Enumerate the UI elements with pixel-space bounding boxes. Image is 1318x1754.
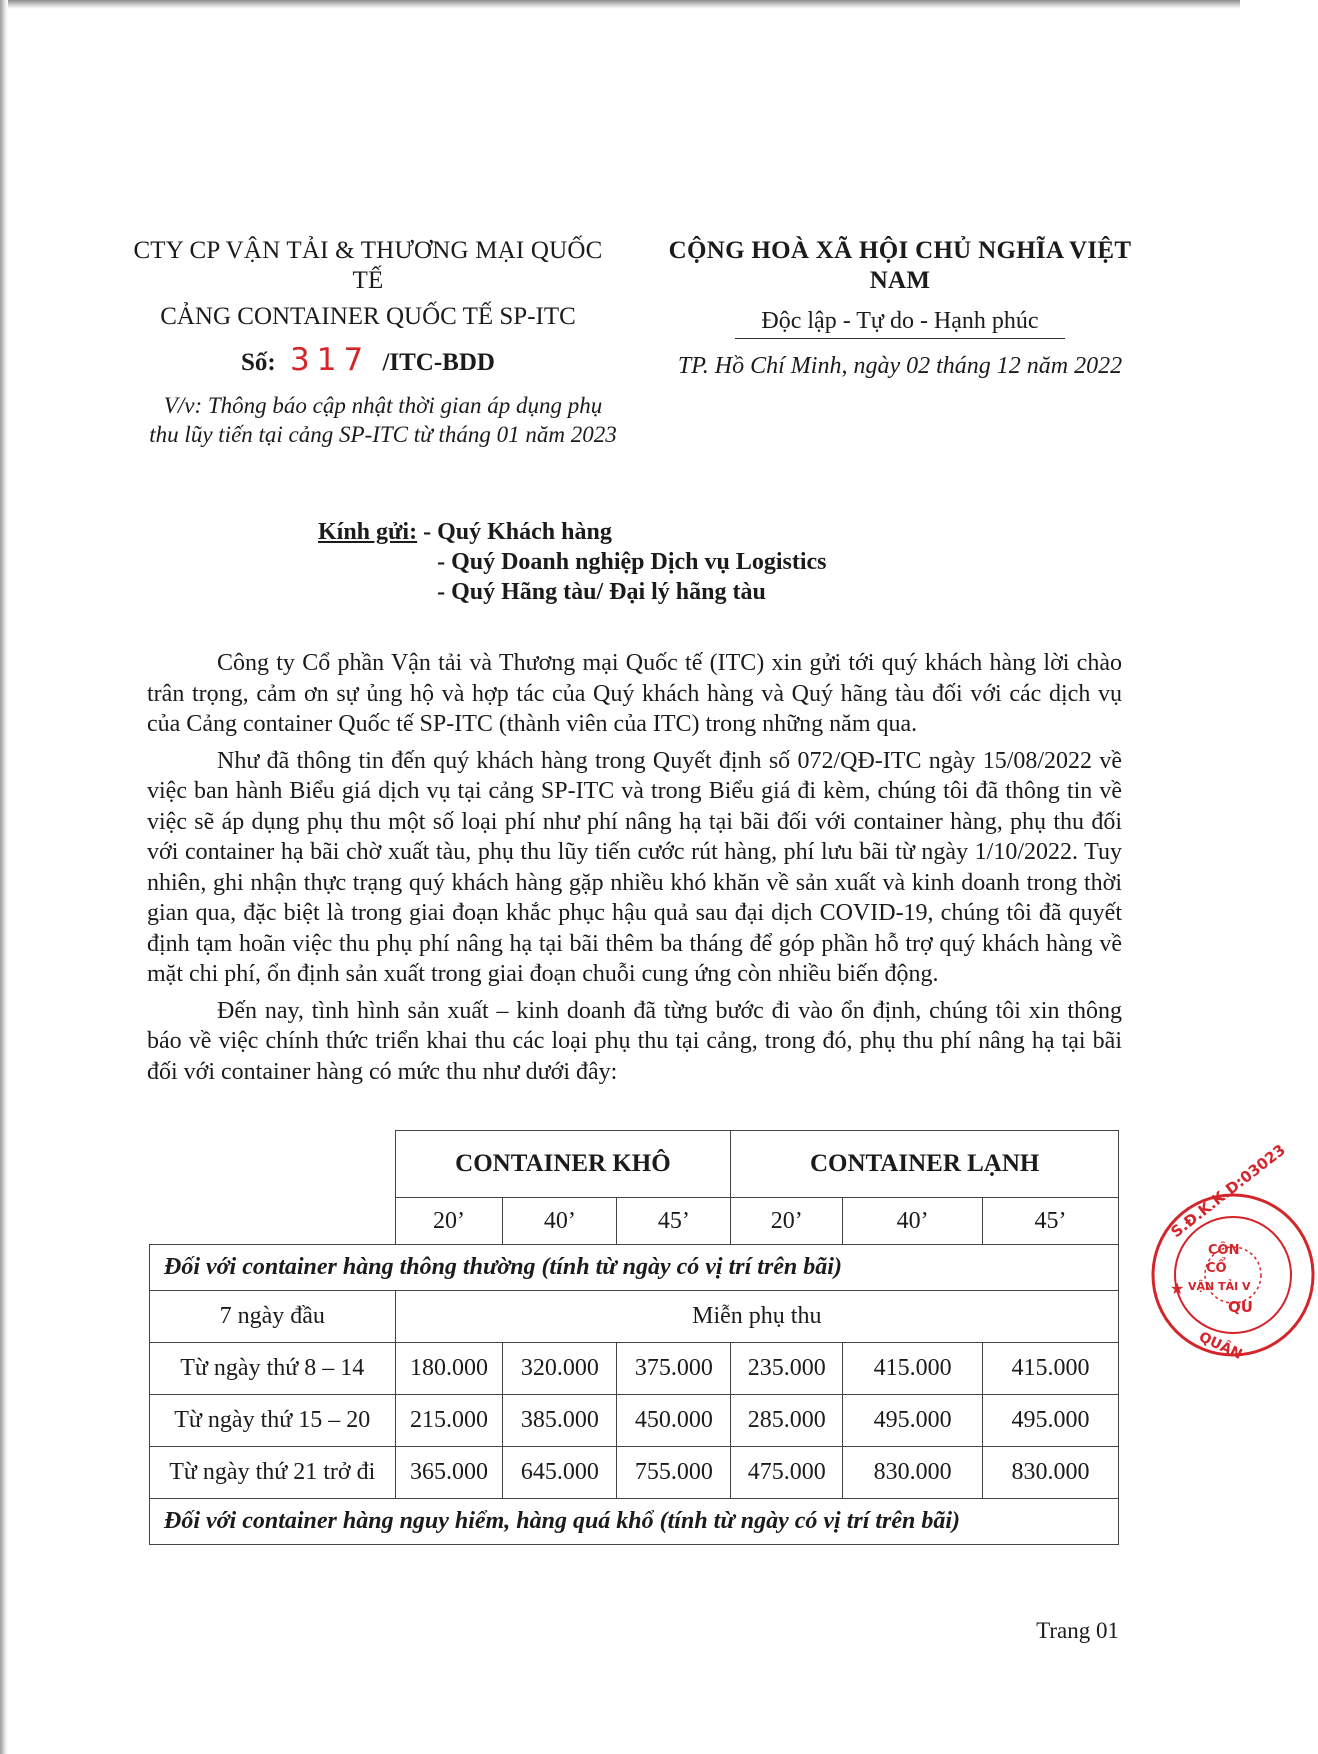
row-label: Từ ngày thứ 21 trở đi: [150, 1447, 396, 1499]
fee-cell: 180.000: [395, 1343, 503, 1395]
fee-cell: 215.000: [395, 1395, 503, 1447]
fee-cell: 495.000: [983, 1395, 1119, 1447]
fee-cell: 830.000: [843, 1447, 983, 1499]
svg-text:QUẬN: QUẬN: [1196, 1329, 1245, 1363]
page-number: Trang 01: [1036, 1618, 1119, 1643]
fee-cell: 385.000: [503, 1395, 617, 1447]
fee-cell: 495.000: [843, 1395, 983, 1447]
surcharge-table: [149, 1130, 1119, 1545]
scan-edge-top: [0, 0, 1240, 9]
scan-edge-left: [0, 0, 8, 1754]
fee-cell: 320.000: [503, 1343, 617, 1395]
section-row-dangerous: [150, 1499, 1119, 1545]
fee-cell: 375.000: [617, 1343, 731, 1395]
company-name: CTY CP VẬN TẢI & THƯƠNG MẠI QUỐC TẾ: [133, 237, 603, 294]
table-row: [150, 1343, 1119, 1395]
size-cell: 45’: [983, 1198, 1119, 1245]
svg-text:VẬN TẢI V: VẬN TẢI V: [1188, 1280, 1251, 1293]
svg-text:CÔN: CÔN: [1208, 1243, 1240, 1258]
fee-cell: 235.000: [731, 1343, 843, 1395]
row-label: Từ ngày thứ 15 – 20: [150, 1395, 396, 1447]
fee-cell: 415.000: [843, 1343, 983, 1395]
table-row: [150, 1447, 1119, 1499]
fee-cell: 475.000: [731, 1447, 843, 1499]
fee-cell: 285.000: [731, 1395, 843, 1447]
fee-cell: 645.000: [503, 1447, 617, 1499]
recipient-item: - Quý Hãng tàu/ Đại lý hãng tàu: [437, 579, 766, 605]
recipient-item: - Quý Doanh nghiệp Dịch vụ Logistics: [437, 549, 827, 575]
fee-cell: 415.000: [983, 1343, 1119, 1395]
section-normal-label: Đối với container hàng thông thường (tính từ ngày có vị trí trên bãi): [150, 1245, 1119, 1291]
row-label: 7 ngày đầu: [150, 1291, 396, 1343]
svg-text:★: ★: [1170, 1279, 1185, 1298]
doc-no-label: Số:: [241, 349, 276, 376]
company-seal: [1148, 1140, 1318, 1363]
national-title: CỘNG HOÀ XÃ HỘI CHỦ NGHĨA VIỆT NAM: [668, 237, 1132, 294]
document-number: [118, 342, 618, 381]
header-right: [640, 236, 1160, 381]
size-cell: 20’: [731, 1198, 843, 1245]
table-corner: [150, 1131, 396, 1245]
doc-no-handwritten: 317: [290, 342, 371, 378]
free-surcharge-cell: Miễn phụ thu: [395, 1291, 1118, 1343]
body-paragraph: Đến nay, tình hình sản xuất – kinh doanh đã từng bước đi vào ổn định, chúng tôi xin thông báo về việc chính thức triển khai thu các loại phụ thu tại cảng, trong đó, phụ thu phí nâng hạ tại bãi đối với container hàng có mức thu như dưới đây:: [147, 997, 1122, 1085]
document-date: TP. Hồ Chí Minh, ngày 02 tháng 12 năm 2022: [677, 353, 1123, 379]
recipient-item: - Quý Khách hàng: [423, 519, 612, 545]
row-label: Từ ngày thứ 8 – 14: [150, 1343, 396, 1395]
svg-text:QU: QU: [1228, 1298, 1253, 1316]
group-reefer: CONTAINER LẠNH: [731, 1131, 1119, 1198]
body-paragraph: Như đã thông tin đến quý khách hàng trong Quyết định số 072/QĐ-ITC ngày 15/08/2022 về việc ban hành Biểu giá dịch vụ tại cảng SP-ITC và trong Biểu giá đi kèm, chúng tôi đã thông tin về việc sẽ áp dụng phụ thu một số loại phí như phí nâng hạ tại bãi đối với container hàng, phụ thu đối với container hạ bãi chờ xuất tàu, phụ thu lũy tiến cước rút hàng, phí lưu bãi từ ngày 1/10/2022. Tuy nhiên, ghi nhận thực trạng quý khách hàng gặp nhiều khó khăn về sản xuất và kinh doanh trong thời gian qua, đặc biệt là trong giai đoạn khắc phục hậu quả sau đại dịch COVID-19, chúng tôi đã quyết định tạm hoãn việc thu phụ phí nâng hạ tại bãi thêm ba tháng để góp phần hỗ trợ quý khách hàng về mặt chi phí, ổn định sản xuất trong giai đoạn chuỗi cung ứng còn nhiều biến động.: [147, 747, 1122, 987]
fee-cell: 450.000: [617, 1395, 731, 1447]
letter-body: [147, 648, 1122, 1093]
size-cell: 40’: [843, 1198, 983, 1245]
size-cell: 45’: [617, 1198, 731, 1245]
table-row: [150, 1395, 1119, 1447]
header-left: [118, 236, 618, 449]
group-dry: CONTAINER KHÔ: [395, 1131, 731, 1198]
fee-cell: 830.000: [983, 1447, 1119, 1499]
section-dangerous-label: Đối với container hàng nguy hiểm, hàng quá khổ (tính từ ngày có vị trí trên bãi): [150, 1499, 1119, 1545]
national-motto: [640, 306, 1160, 339]
size-cell: 20’: [395, 1198, 503, 1245]
recipients-list: [423, 517, 826, 607]
svg-text:CỔ: CỔ: [1206, 1261, 1227, 1276]
motto-underline: [735, 338, 1065, 339]
table-row: [150, 1291, 1119, 1343]
size-cell: 40’: [503, 1198, 617, 1245]
doc-no-suffix: /ITC-BDD: [382, 349, 495, 376]
port-name: CẢNG CONTAINER QUỐC TẾ SP-ITC: [160, 303, 576, 330]
fee-cell: 365.000: [395, 1447, 503, 1499]
recipients-label: Kính gửi:: [318, 519, 418, 545]
fee-cell: 755.000: [617, 1447, 731, 1499]
svg-text:S.Đ.K.K.D:03023: S.Đ.K.K.D:03023: [1167, 1140, 1289, 1242]
subject-line: V/v: Thông báo cập nhật thời gian áp dụng phụ thu lũy tiến tại cảng SP-ITC từ tháng 01 năm 2023: [149, 393, 617, 447]
section-row-normal: [150, 1245, 1119, 1291]
table-group-header: [150, 1131, 1119, 1198]
body-paragraph: Công ty Cổ phần Vận tải và Thương mại Quốc tế (ITC) xin gửi tới quý khách hàng lời chào trân trọng, cảm ơn sự ủng hộ và hợp tác của Quý khách hàng và Quý hãng tàu đối với các dịch vụ của Cảng container Quốc tế SP-ITC (thành viên của ITC) trong những năm qua.: [147, 650, 1122, 737]
recipients: [318, 517, 827, 607]
motto-text: Độc lập - Tự do - Hạnh phúc: [761, 308, 1039, 334]
